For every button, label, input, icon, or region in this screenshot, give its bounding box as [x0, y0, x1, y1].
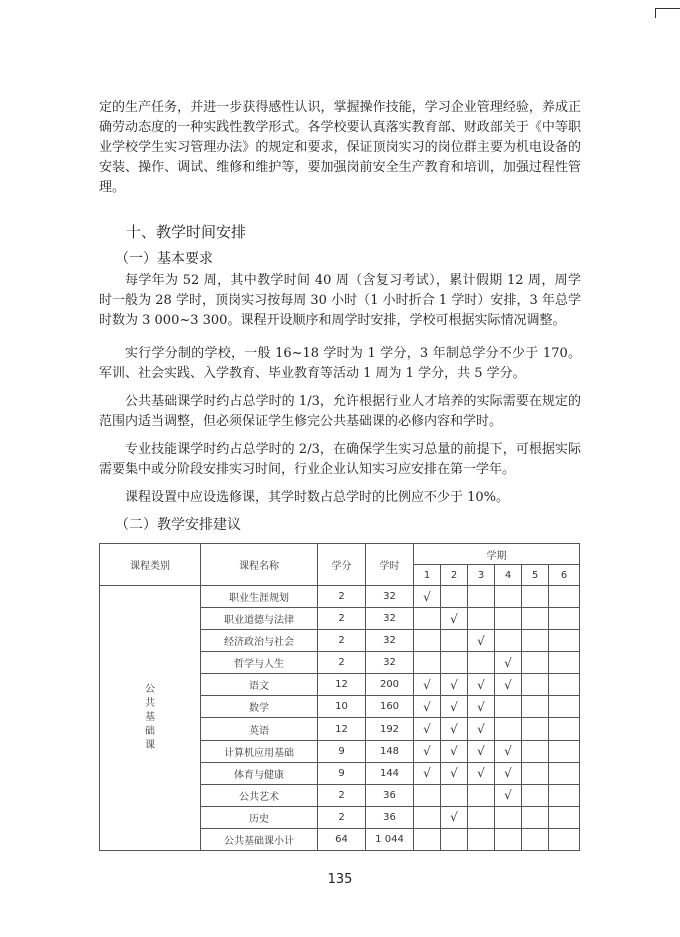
credits-cell: 9 — [318, 740, 366, 762]
semester-empty-cell — [522, 740, 549, 762]
semester-empty-cell — [468, 652, 495, 674]
semester-empty-cell — [522, 762, 549, 784]
section-title: 十、教学时间安排 — [126, 223, 247, 241]
semester-check-cell: √ — [495, 652, 522, 674]
semester-empty-cell — [549, 696, 580, 718]
hours-cell: 144 — [366, 762, 414, 784]
semester-check-cell: √ — [468, 630, 495, 652]
semester-check-cell: √ — [441, 696, 468, 718]
semester-empty-cell — [549, 652, 580, 674]
semester-check-cell: √ — [468, 674, 495, 696]
semester-check-cell: √ — [414, 696, 441, 718]
semester-empty-cell — [495, 630, 522, 652]
semester-check-cell: √ — [495, 674, 522, 696]
semester-empty-cell — [441, 630, 468, 652]
hours-cell: 200 — [366, 674, 414, 696]
hours-cell: 192 — [366, 718, 414, 740]
semester-empty-cell — [468, 586, 495, 608]
semester-check-cell: √ — [441, 806, 468, 828]
semester-empty-cell — [495, 586, 522, 608]
credits-cell: 2 — [318, 806, 366, 828]
credits-cell: 12 — [318, 674, 366, 696]
semester-check-cell: √ — [495, 784, 522, 806]
header-credits: 学分 — [318, 544, 366, 586]
semester-empty-cell — [522, 828, 549, 850]
semester-check-cell: √ — [441, 608, 468, 630]
semester-check-cell: √ — [495, 740, 522, 762]
semester-empty-cell — [549, 630, 580, 652]
semester-empty-cell — [414, 784, 441, 806]
crop-mark-horizontal — [655, 8, 680, 9]
category-public-basic — [100, 586, 201, 851]
semester-check-cell: √ — [414, 740, 441, 762]
subsection-teaching-arrangement: （二）教学安排建议 — [115, 517, 241, 533]
semester-empty-cell — [468, 608, 495, 630]
category-char: 公 — [145, 684, 155, 695]
semester-empty-cell — [414, 652, 441, 674]
paragraph-public-courses: 公共基础课学时约占总学时的 1/3，允许根据行业人才培养的实际需要在规定的范围内适当调整，但必须保证学生修完公共基础课的必修内容和学时。 — [99, 394, 581, 429]
hours-cell: 148 — [366, 740, 414, 762]
header-semester: 学期 — [414, 544, 580, 565]
crop-mark-vertical — [655, 8, 656, 18]
credits-cell: 64 — [318, 828, 366, 850]
semester-check-cell: √ — [414, 762, 441, 784]
hours-cell: 32 — [366, 586, 414, 608]
course-name-cell: 语文 — [201, 674, 318, 696]
semester-empty-cell — [549, 784, 580, 806]
course-name-cell: 计算机应用基础 — [201, 740, 318, 762]
credits-cell: 2 — [318, 630, 366, 652]
paragraph-skill-courses: 专业技能课学时约占总学时的 2/3，在确保学生实习总量的前提下，可根据实际需要集中或分阶段安排实习时间，行业企业认知实习应安排在第一学年。 — [99, 442, 581, 477]
semester-check-cell: √ — [441, 762, 468, 784]
credits-cell: 2 — [318, 652, 366, 674]
credits-cell: 2 — [318, 608, 366, 630]
semester-empty-cell — [468, 784, 495, 806]
semester-empty-cell — [414, 806, 441, 828]
header-semester-1: 1 — [414, 565, 441, 586]
header-semester-6: 6 — [549, 565, 580, 586]
hours-cell: 1 044 — [366, 828, 414, 850]
semester-check-cell: √ — [468, 740, 495, 762]
course-schedule-table — [99, 543, 580, 851]
semester-empty-cell — [414, 608, 441, 630]
header-semester-2: 2 — [441, 565, 468, 586]
semester-empty-cell — [522, 806, 549, 828]
semester-empty-cell — [549, 762, 580, 784]
semester-empty-cell — [522, 718, 549, 740]
semester-empty-cell — [495, 828, 522, 850]
semester-empty-cell — [522, 696, 549, 718]
credits-cell: 10 — [318, 696, 366, 718]
semester-empty-cell — [495, 718, 522, 740]
paragraph-weeks: 每学年为 52 周，其中教学时间 40 周（含复习考试），累计假期 12 周，周学时一般为 28 学时，顶岗实习按每周 30 小时（1 小时折合 1 学时）安排，3 年总学时数为 3 000~3 300。课程开设顺序和周学时安排，学校可根据实际情况调整。 — [99, 273, 581, 328]
semester-empty-cell — [549, 608, 580, 630]
category-char: 共 — [145, 698, 155, 709]
credits-cell: 2 — [318, 586, 366, 608]
course-name-cell: 公共基础课小计 — [201, 828, 318, 850]
semester-empty-cell — [441, 586, 468, 608]
semester-empty-cell — [549, 806, 580, 828]
semester-empty-cell — [549, 674, 580, 696]
semester-empty-cell — [495, 608, 522, 630]
course-name-cell: 英语 — [201, 718, 318, 740]
semester-empty-cell — [549, 718, 580, 740]
hours-cell: 32 — [366, 630, 414, 652]
semester-empty-cell — [549, 740, 580, 762]
course-name-cell: 数学 — [201, 696, 318, 718]
semester-empty-cell — [522, 652, 549, 674]
header-course-name: 课程名称 — [201, 544, 318, 586]
page-number: 135 — [327, 872, 353, 887]
course-name-cell: 历史 — [201, 806, 318, 828]
semester-check-cell: √ — [468, 762, 495, 784]
course-name-cell: 公共艺术 — [201, 784, 318, 806]
course-name-cell: 哲学与人生 — [201, 652, 318, 674]
course-name-cell: 职业生涯规划 — [201, 586, 318, 608]
table-row — [100, 586, 580, 608]
semester-check-cell: √ — [441, 718, 468, 740]
header-semester-5: 5 — [522, 565, 549, 586]
credits-cell: 2 — [318, 784, 366, 806]
semester-check-cell: √ — [468, 696, 495, 718]
category-char: 础 — [145, 726, 155, 737]
semester-check-cell: √ — [414, 586, 441, 608]
semester-empty-cell — [495, 696, 522, 718]
hours-cell: 160 — [366, 696, 414, 718]
semester-empty-cell — [522, 608, 549, 630]
hours-cell: 32 — [366, 652, 414, 674]
semester-empty-cell — [549, 586, 580, 608]
hours-cell: 36 — [366, 806, 414, 828]
semester-check-cell: √ — [441, 674, 468, 696]
semester-empty-cell — [522, 630, 549, 652]
semester-empty-cell — [414, 828, 441, 850]
credits-cell: 12 — [318, 718, 366, 740]
credits-cell: 9 — [318, 762, 366, 784]
paragraph-credits: 实行学分制的学校，一般 16~18 学时为 1 学分，3 年制总学分不少于 170。军训、社会实践、入学教育、毕业教育等活动 1 周为 1 学分，共 5 学分。 — [99, 346, 581, 381]
semester-empty-cell — [522, 674, 549, 696]
course-name-cell: 职业道德与法律 — [201, 608, 318, 630]
header-semester-4: 4 — [495, 565, 522, 586]
semester-empty-cell — [441, 784, 468, 806]
course-name-cell: 体育与健康 — [201, 762, 318, 784]
category-char: 课 — [145, 740, 155, 751]
semester-empty-cell — [549, 828, 580, 850]
semester-empty-cell — [468, 828, 495, 850]
semester-empty-cell — [495, 806, 522, 828]
semester-empty-cell — [522, 784, 549, 806]
semester-empty-cell — [414, 630, 441, 652]
semester-empty-cell — [441, 828, 468, 850]
hours-cell: 32 — [366, 608, 414, 630]
semester-check-cell: √ — [495, 762, 522, 784]
semester-check-cell: √ — [414, 674, 441, 696]
semester-empty-cell — [522, 586, 549, 608]
course-name-cell: 经济政治与社会 — [201, 630, 318, 652]
semester-empty-cell — [441, 652, 468, 674]
semester-empty-cell — [468, 806, 495, 828]
header-course-category: 课程类别 — [100, 544, 201, 586]
semester-check-cell: √ — [468, 718, 495, 740]
header-semester-3: 3 — [468, 565, 495, 586]
hours-cell: 36 — [366, 784, 414, 806]
subsection-basic-requirements: （一）基本要求 — [115, 251, 213, 267]
header-hours: 学时 — [366, 544, 414, 586]
semester-check-cell: √ — [414, 718, 441, 740]
semester-check-cell: √ — [441, 740, 468, 762]
category-char: 基 — [145, 712, 155, 723]
intro-paragraph: 定的生产任务，并进一步获得感性认识，掌握操作技能，学习企业管理经验，养成正确劳动态度的一种实践性教学形式。各学校要认真落实教育部、财政部关于《中等职业学校学生实习管理办法》的规定和要求，保证顶岗实习的岗位群主要为机电设备的安装、操作、调试、维修和维护等，要加强岗前安全生产教育和培训，加强过程性管理。 — [99, 100, 581, 195]
paragraph-electives: 课程设置中应设选修课，其学时数占总学时的比例应不少于 10%。 — [125, 490, 510, 505]
